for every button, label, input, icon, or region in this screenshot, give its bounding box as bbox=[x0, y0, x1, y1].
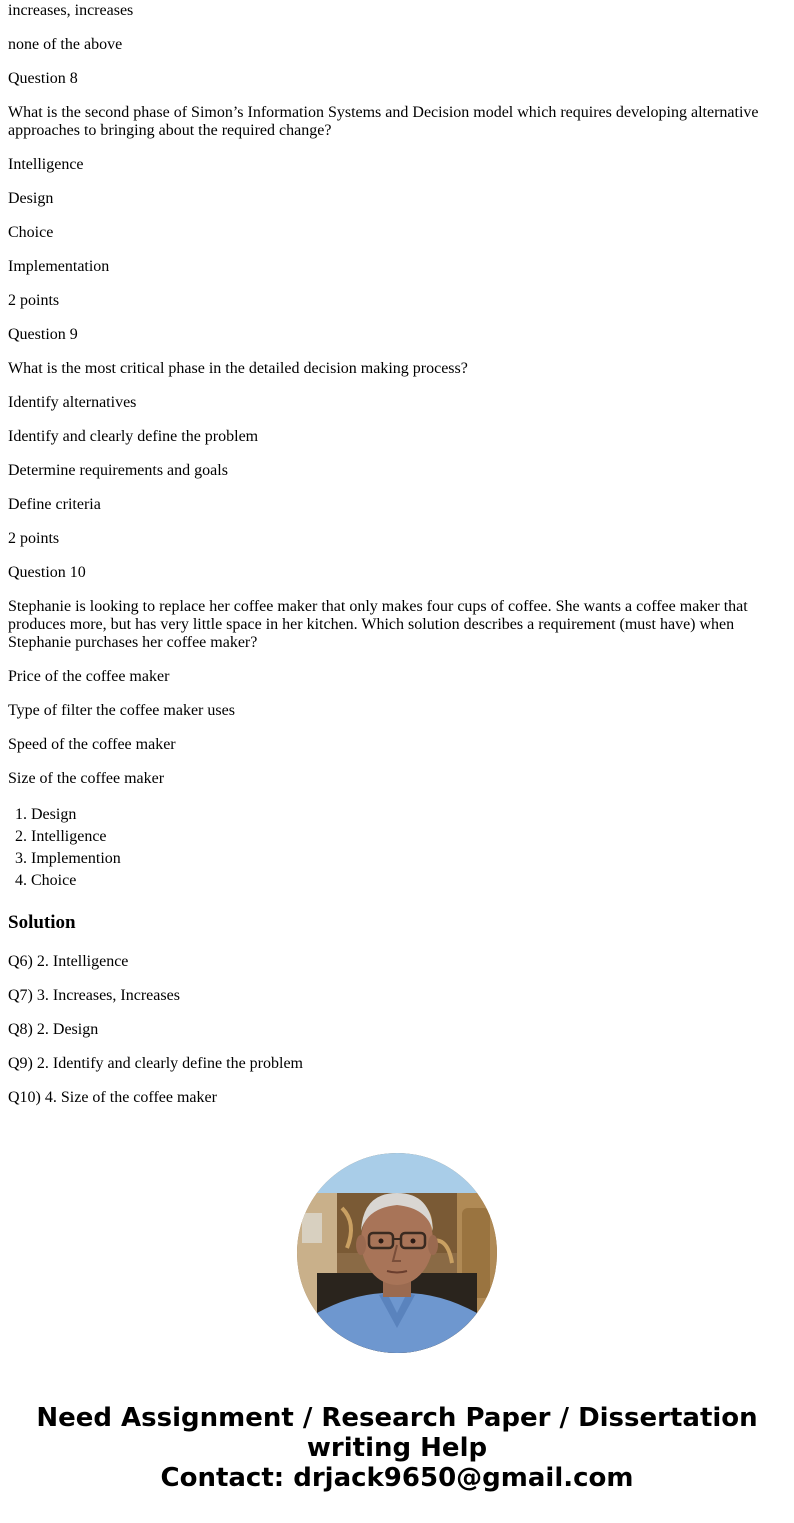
q10-option-2: Type of filter the coffee maker uses bbox=[8, 702, 235, 719]
solution-answer-q8: Q8) 2. Design bbox=[8, 1021, 99, 1038]
q9-option-2: Identify and clearly define the problem bbox=[8, 428, 259, 445]
q9-option-3: Determine requirements and goals bbox=[8, 462, 228, 479]
promo-line-2: writing Help bbox=[306, 1433, 488, 1463]
solution-heading: Solution bbox=[8, 912, 76, 933]
q7-option-4: none of the above bbox=[8, 36, 123, 53]
q9-option-4: Define criteria bbox=[8, 496, 101, 513]
question-8-text: What is the second phase of Simon’s Information Systems and Decision model which requires developing alternative approaches to bringing about the required change? bbox=[8, 104, 759, 139]
q9-option-1: Identify alternatives bbox=[8, 394, 137, 411]
question-9-text: What is the most critical phase in the detailed decision making process? bbox=[8, 360, 468, 377]
tutor-portrait-image bbox=[297, 1153, 497, 1353]
promo-contact-email: Contact: drjack9650@gmail.com bbox=[160, 1463, 634, 1493]
question-10-label: Question 10 bbox=[8, 564, 86, 581]
q10-option-1: Price of the coffee maker bbox=[8, 668, 170, 685]
list-item: 2. Intelligence bbox=[31, 826, 121, 848]
q8-points: 2 points bbox=[8, 292, 60, 309]
promo-banner bbox=[0, 1403, 794, 1493]
q10-option-3: Speed of the coffee maker bbox=[8, 736, 176, 753]
list-item: 3. Implemention bbox=[31, 848, 121, 870]
q8-option-3: Choice bbox=[8, 224, 54, 241]
promo-line-1: Need Assignment / Research Paper / Dissertation bbox=[36, 1403, 758, 1433]
question-10-text: Stephanie is looking to replace her coffee maker that only makes four cups of coffee. She wants a coffee maker that produces more, but has very little space in her kitchen. Which solution describes a requirement (must have) when Stephanie purchases her coffee maker? bbox=[8, 598, 748, 651]
question-9-label: Question 9 bbox=[8, 326, 78, 343]
q10-option-4: Size of the coffee maker bbox=[8, 770, 165, 787]
solution-answer-q10: Q10) 4. Size of the coffee maker bbox=[8, 1089, 217, 1106]
q7-option-3: increases, increases bbox=[8, 2, 134, 19]
list-item: 4. Choice bbox=[31, 870, 121, 892]
solution-answer-q7: Q7) 3. Increases, Increases bbox=[8, 987, 180, 1004]
q8-option-4: Implementation bbox=[8, 258, 110, 275]
q9-points: 2 points bbox=[8, 530, 60, 547]
question-8-label: Question 8 bbox=[8, 70, 78, 87]
solution-answer-q9: Q9) 2. Identify and clearly define the problem bbox=[8, 1055, 303, 1072]
tutor-avatar bbox=[297, 1153, 497, 1353]
solution-answer-q6: Q6) 2. Intelligence bbox=[8, 953, 129, 970]
list-item: 1. Design bbox=[31, 804, 121, 826]
q8-option-1: Intelligence bbox=[8, 156, 84, 173]
q8-option-2: Design bbox=[8, 190, 54, 207]
answer-key-list bbox=[8, 804, 121, 892]
